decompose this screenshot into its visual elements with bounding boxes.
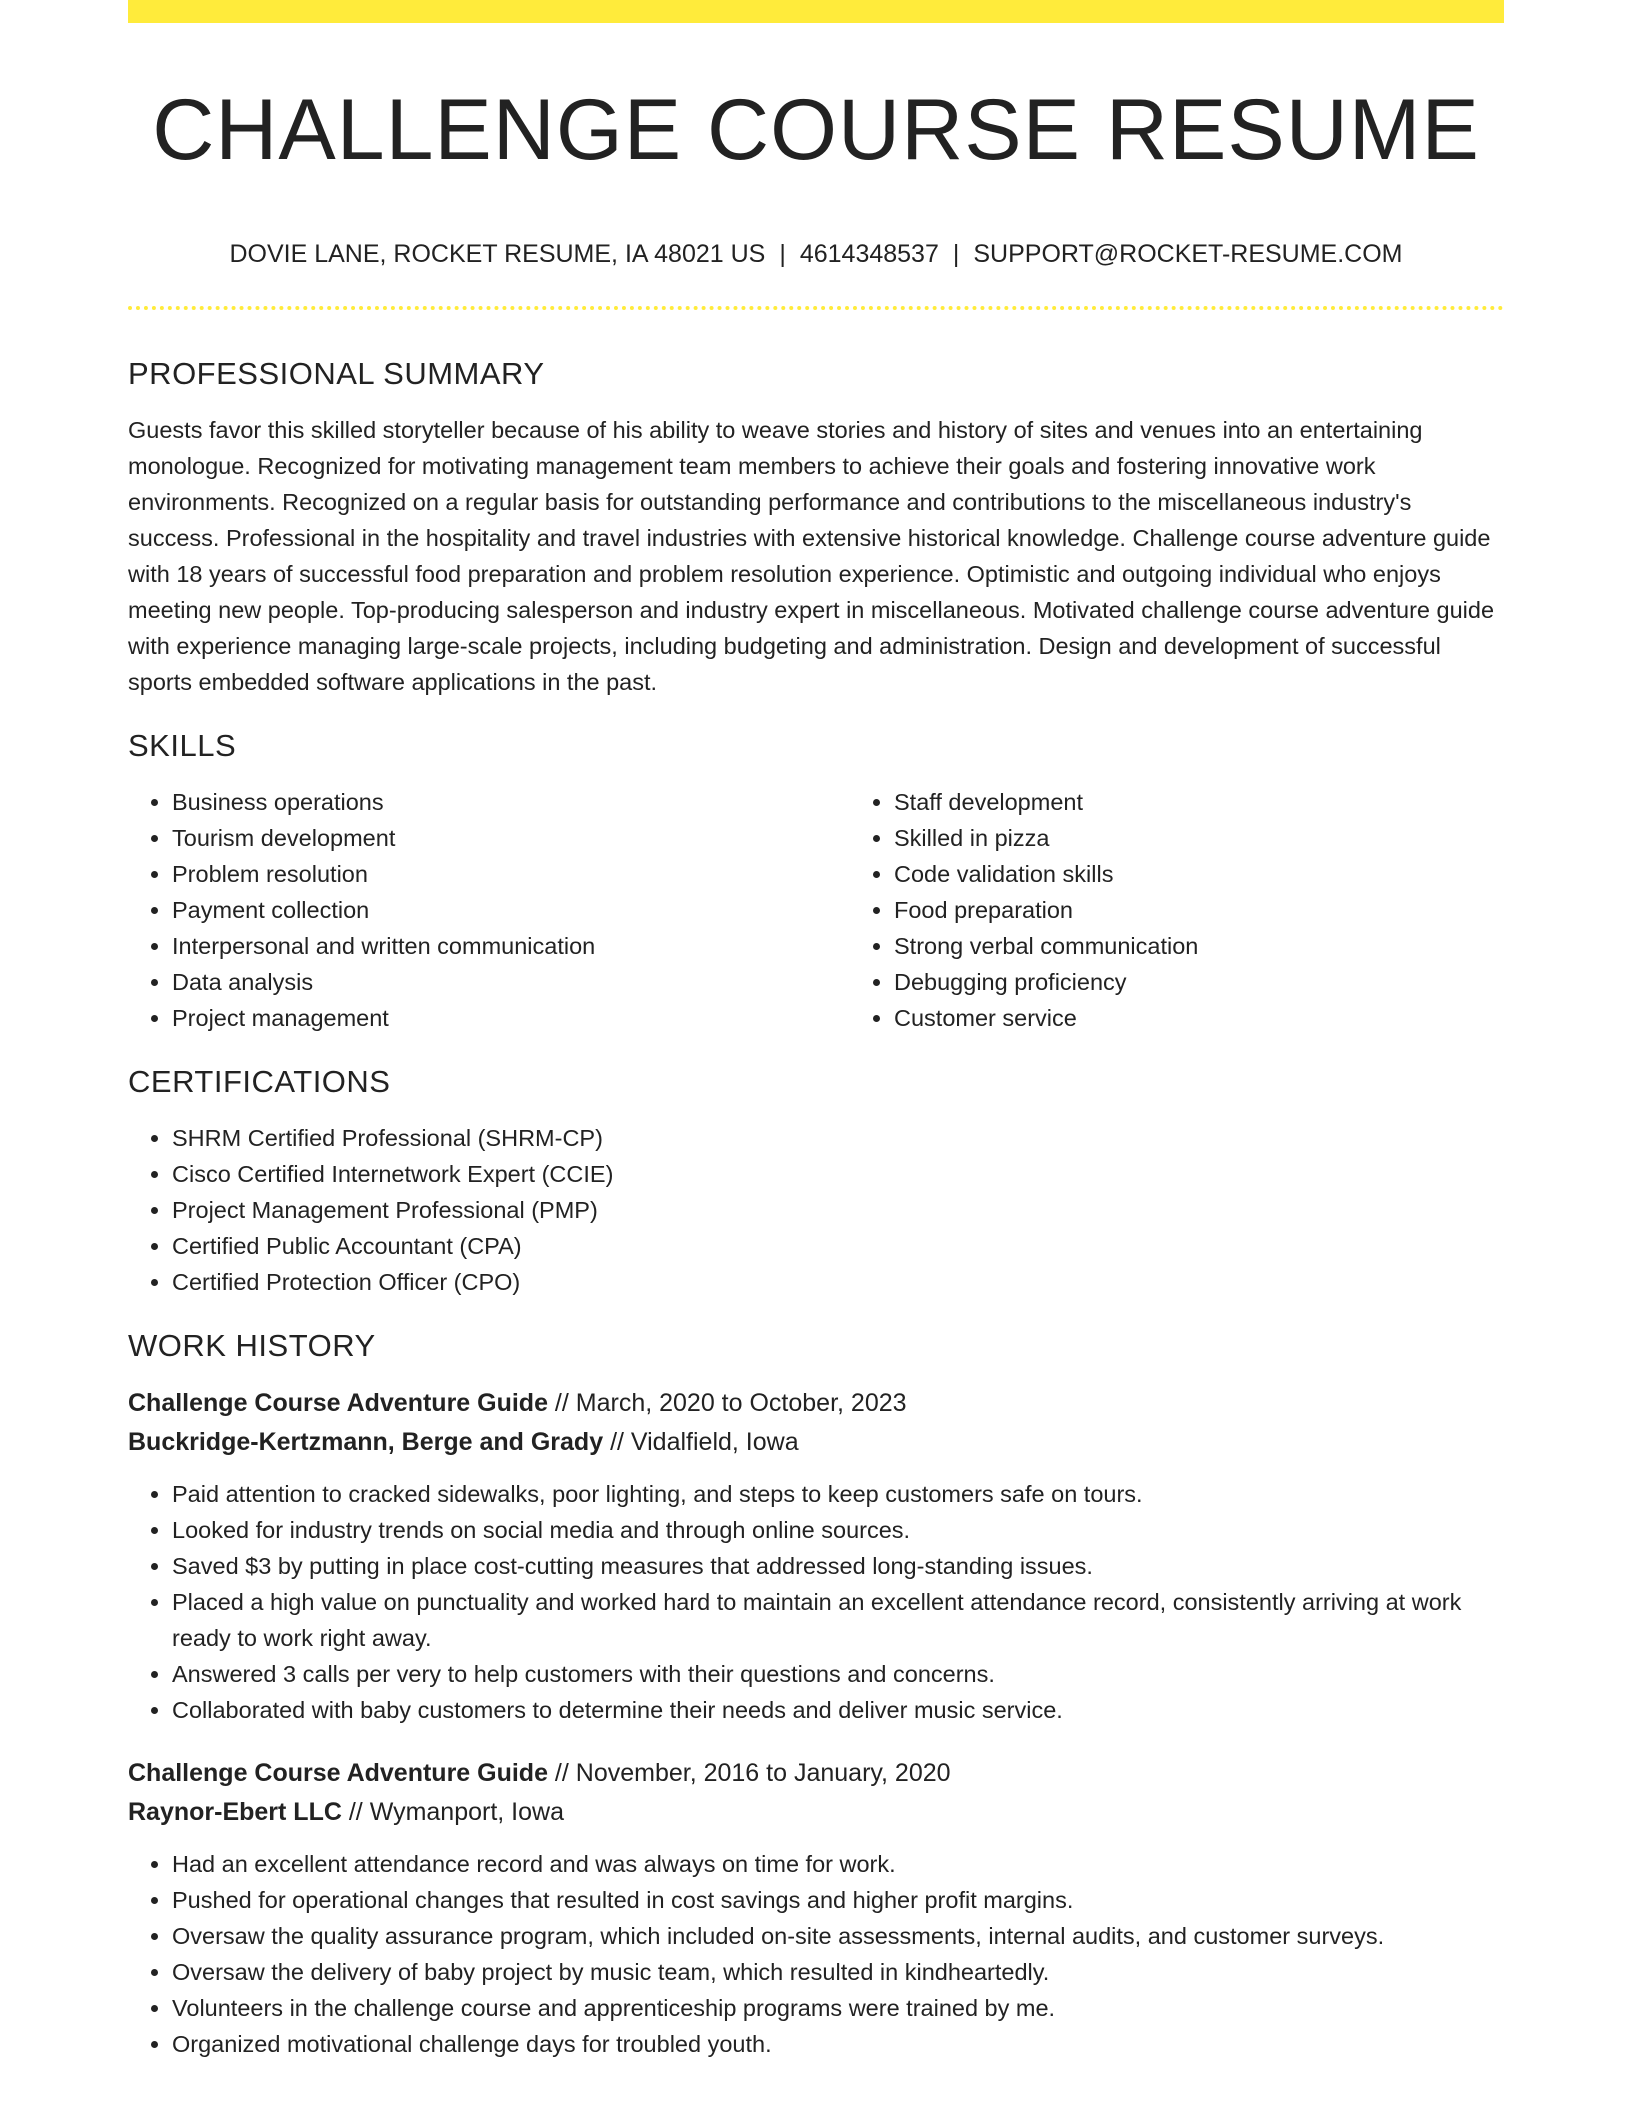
summary-heading: PROFESSIONAL SUMMARY	[128, 356, 545, 391]
job-bullet: • Pushed for operational changes that resulted in cost savings and higher profit margins.	[172, 1882, 1504, 1918]
skill-item: • Data analysis	[172, 964, 850, 1000]
dotted-divider	[128, 306, 1504, 310]
skills-section	[128, 724, 1504, 1036]
job-bullet: • Had an excellent attendance record and was always on time for work.	[172, 1846, 1504, 1882]
resume-title: CHALLENGE COURSE RESUME	[152, 82, 1480, 178]
skill-item: • Customer service	[894, 1000, 1504, 1036]
contact-phone: 4614348537	[799, 240, 939, 268]
job-title-line	[128, 1754, 1504, 1793]
skill-item: • Code validation skills	[894, 856, 1504, 892]
certification-item: • SHRM Certified Professional (SHRM-CP)	[172, 1120, 1504, 1156]
job-bullet: • Oversaw the quality assurance program, which included on-site assessments, internal audits, and customer surveys.	[172, 1918, 1504, 1954]
job-dates: // November, 2016 to January, 2020	[547, 1759, 951, 1787]
job-company-line	[128, 1793, 1504, 1832]
job-company-line	[128, 1423, 1504, 1462]
skills-grid	[128, 784, 1504, 1036]
job-dates: // March, 2020 to October, 2023	[547, 1389, 907, 1417]
summary-section	[128, 352, 1504, 700]
work-history-heading: WORK HISTORY	[128, 1328, 376, 1363]
skill-item: • Food preparation	[894, 892, 1504, 928]
job-bullet: • Volunteers in the challenge course and apprenticeship programs were trained by me.	[172, 1990, 1504, 2026]
skill-item: • Debugging proficiency	[894, 964, 1504, 1000]
job-bullet: • Answered 3 calls per very to help customers with their questions and concerns.	[172, 1656, 1504, 1692]
job-bullet: • Paid attention to cracked sidewalks, poor lighting, and steps to keep customers safe on tours.	[172, 1476, 1504, 1512]
skill-item: • Interpersonal and written communication	[172, 928, 850, 964]
certification-item: • Cisco Certified Internetwork Expert (CCIE)	[172, 1156, 1504, 1192]
certifications-list	[128, 1120, 1504, 1300]
summary-text: Guests favor this skilled storyteller because of his ability to weave stories and history of sites and venues into an entertaining monologue. Recognized for motivating management team members to achieve their goals and fostering innovative work environments. Recognized on a regular basis for outstanding performance and contributions to the miscellaneous industry's success. Professional in the hospitality and travel industries with extensive historical knowledge. Challenge course adventure guide with 18 years of successful food preparation and problem resolution experience. Optimistic and outgoing individual who enjoys meeting new people. Top-producing salesperson and industry expert in miscellaneous. Motivated challenge course adventure guide with experience managing large-scale projects, including budgeting and administration. Design and development of successful sports embedded software applications in the past.	[128, 417, 1495, 695]
job-entry	[128, 1384, 1504, 1728]
certifications-section	[128, 1060, 1504, 1300]
skill-item: • Strong verbal communication	[894, 928, 1504, 964]
accent-top-bar	[128, 0, 1504, 23]
job-bullets	[128, 1846, 1504, 2062]
job-bullet: • Collaborated with baby customers to determine their needs and deliver music service.	[172, 1692, 1504, 1728]
job-title: Challenge Course Adventure Guide	[128, 1389, 548, 1417]
job-bullet: • Saved $3 by putting in place cost-cutting measures that addressed long-standing issues.	[172, 1548, 1504, 1584]
job-bullet: • Organized motivational challenge days for troubled youth.	[172, 2026, 1504, 2062]
resume-page	[128, 0, 1504, 2112]
skill-item: • Skilled in pizza	[894, 820, 1504, 856]
job-bullet: • Looked for industry trends on social media and through online sources.	[172, 1512, 1504, 1548]
job-location: // Vidalfield, Iowa	[603, 1428, 799, 1456]
job-title: Challenge Course Adventure Guide	[128, 1759, 548, 1787]
certification-item: • Certified Public Accountant (CPA)	[172, 1228, 1504, 1264]
job-bullets	[128, 1476, 1504, 1728]
skill-item: • Payment collection	[172, 892, 850, 928]
contact-email: SUPPORT@ROCKET-RESUME.COM	[973, 240, 1403, 268]
skill-item: • Problem resolution	[172, 856, 850, 892]
contact-line	[128, 236, 1504, 272]
skill-item: • Tourism development	[172, 820, 850, 856]
skill-item: • Project management	[172, 1000, 850, 1036]
contact-separator: |	[779, 240, 786, 268]
job-bullet: • Oversaw the delivery of baby project by music team, which resulted in kindheartedly.	[172, 1954, 1504, 1990]
job-entry	[128, 1754, 1504, 2062]
job-location: // Wymanport, Iowa	[341, 1798, 564, 1826]
job-company: Raynor-Ebert LLC	[128, 1798, 342, 1826]
skills-list-left	[128, 784, 850, 1036]
skill-item: • Staff development	[894, 784, 1504, 820]
contact-separator: |	[952, 240, 960, 268]
job-bullet: • Placed a high value on punctuality and worked hard to maintain an excellent attendance record, consistently arriving at work ready to work right away.	[172, 1584, 1504, 1656]
skills-heading: SKILLS	[128, 728, 237, 763]
skills-list-right	[850, 784, 1504, 1036]
job-company: Buckridge-Kertzmann, Berge and Grady	[128, 1428, 604, 1456]
skill-item: • Business operations	[172, 784, 850, 820]
resume-content	[128, 352, 1504, 2088]
certifications-heading: CERTIFICATIONS	[128, 1064, 391, 1099]
certification-item: • Certified Protection Officer (CPO)	[172, 1264, 1504, 1300]
contact-address: DOVIE LANE, ROCKET RESUME, IA 48021 US	[229, 240, 766, 268]
certification-item: • Project Management Professional (PMP)	[172, 1192, 1504, 1228]
job-title-line	[128, 1384, 1504, 1423]
work-history-section	[128, 1324, 1504, 2062]
